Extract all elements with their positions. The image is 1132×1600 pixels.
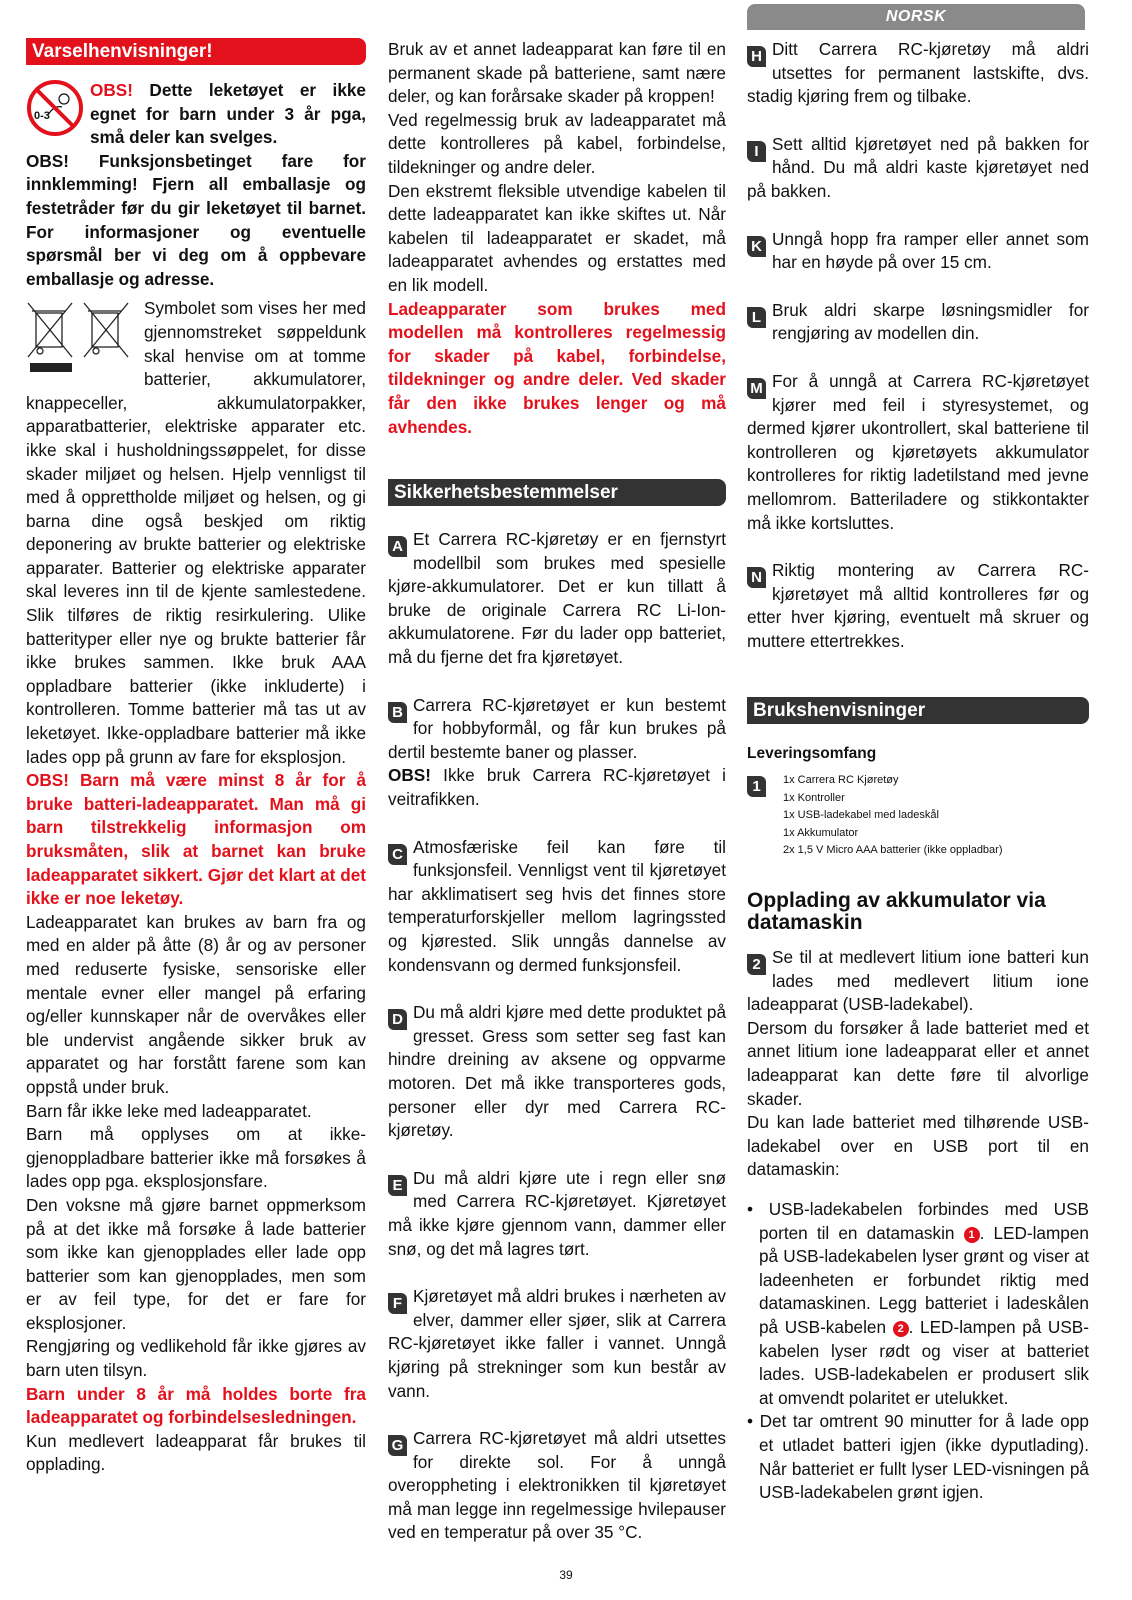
safety-item-c <box>388 836 726 978</box>
item-text: Carrera RC-kjøretøyet er kun bestemt for hobbyformål, og får kun brukes på dertil bestemte baner og plasser. <box>388 694 726 762</box>
under-8-warning: Barn under 8 år må holdes borte fra ladeapparatet og forbindelsesledningen. <box>26 1383 366 1428</box>
adult-inform-text: Den voksne må gjøre barnet oppmerksom på at det ikke må forsøke å lade batterier som ikke kan gjenopplades eller lade opp batterier som kan gjenopplades, men som er av feil type, for det er fare for eksplosjoner. <box>26 1194 366 1333</box>
safety-item-m <box>747 370 1089 535</box>
list-item: 1x Carrera RC Kjøretøy <box>783 774 899 787</box>
crossed-bin-icons <box>26 301 138 381</box>
list-item: 1x Akkumulator <box>783 826 859 839</box>
item-text: Atmosfæriske feil kan føre til funksjonsfeil. Vennligst vent til kjøretøyet har akklimatisert seg hvis det finnes store temperaturforskjeller mellom lagringssted og kjørested. Slik unngås dannelse av kondensvann og dermed funksjonsfeil. <box>388 836 726 975</box>
item-letter: C <box>388 844 407 865</box>
section-title-safety: Sikkerhetsbestemmelser <box>388 479 726 506</box>
section-title-warnings: Varselhenvisninger! <box>26 38 366 65</box>
age-warn-obs: OBS! <box>90 80 133 100</box>
item-text: Sett alltid kjøretøyet ned på bakken for hånd. Du må aldri kaste kjøretøyet ned på bakken. <box>747 133 1089 201</box>
ref-2-icon: 2 <box>893 1321 909 1337</box>
charger-use-text: Ladeapparatet kan brukes av barn fra og med en alder på åtte (8) år og av personer med reduserte fysiske, sensoriske eller mentale evner eller mangel på erfaring og/eller kunnskaper når de overvåkes eller ble undervist angående sikker bruk av apparatet og har forstått farene som kan oppstå under bruk. <box>26 911 366 1097</box>
item-letter: F <box>388 1293 407 1314</box>
column-3 <box>747 38 1089 1505</box>
item-letter: H <box>747 46 766 67</box>
charge-number: 2 <box>747 954 766 975</box>
delivery-block <box>747 772 1089 860</box>
charger-check-warning: Ladeapparater som brukes med modellen må kontrolleres regelmessig for skader på kabel, forbindelse, tildekninger og andre deler. Ved skader får den ikke brukes lenger og må avhendes. <box>388 298 726 437</box>
item-letter: D <box>388 1009 407 1030</box>
item-letter: K <box>747 236 766 257</box>
item-text: Du må aldri kjøre med dette produktet på gresset. Gress som setter seg fast kan hindre dreining av aksene og oppvarme motoren. Det må ikke transporteres gods, personer eller dyr med Carrera RC- kjøretøy. <box>388 1002 726 1141</box>
safety-item-e <box>388 1167 726 1261</box>
column-1 <box>26 38 366 1477</box>
supplied-charger-text: Kun medlevert ladeapparat får brukes til opplading. <box>26 1430 366 1475</box>
item-letter: I <box>747 141 766 162</box>
item-letter: A <box>388 536 407 557</box>
charge-heading: Opplading av akkumulator via datamaskin <box>747 889 1046 935</box>
delivery-heading: Leveringsomfang <box>747 745 877 763</box>
item-text: For å unngå at Carrera RC-kjøretøyet kjører med feil i styresystemet, og dermed kjører ukontrollert, skal batteriene til kontrolleren og kjøretøyets akkumulator kontrolleres for riktig ladetilstand med jevne mellomrom. Batteriladere og stikkontakter må ikke kortsluttes. <box>747 370 1089 533</box>
charge-block <box>747 946 1089 1017</box>
item-text: Riktig montering av Carrera RC-kjøretøyet må alltid kontrolleres før og etter hver kjøring, eventuelt må skruer og muttere ettertrekkes. <box>747 560 1089 651</box>
list-item: 1x USB-ladekabel med ladeskål <box>783 809 939 822</box>
disposal-text: Symbolet som vises her med gjennomstreket søppeldunk skal henvise om at tomme batterier, akkumulatorer, knappeceller, akkumulatorpakker, apparatbatterier, elektriske apparater etc. ikke skal i husholdningssøppelet, for disse skader miljøet og helsen. Hjelp vennligst til med å opprettholde miljøet og helsen, og gi barna dine også beskjed om riktig deponering av brukte batterier og elektriske apparater. Batterier og elektriske apparater skal leveres inn til de kjente samlestedene. Slik tilføres de riktig resirkulering. Ulike batterityper eller nye og brukte batterier får ikke brukes sammen. Ikke bruk AAA oppladbare batterier (ikke inkluderte) i kontrolleren. Tomme batterier må tas ut av leketøyet. Ikke-oppladbare batterier må ikke lades opp på grunn av fare for eksplosjon. <box>26 298 366 767</box>
children-no-play-text: Barn får ikke leke med ladeapparatet. <box>26 1100 312 1121</box>
list-item: 2x 1,5 V Micro AAA batterier (ikke oppladbar) <box>783 844 1003 857</box>
ref-1-icon: 1 <box>964 1227 980 1243</box>
item-letter: L <box>747 307 766 328</box>
item-letter: E <box>388 1175 407 1196</box>
safety-item-a <box>388 528 726 670</box>
item-letter: M <box>747 378 766 399</box>
other-charger-text: Bruk av et annet ladeapparat kan føre til en permanent skade på batteriene, samt nære deler, og kan forårsake skader på kroppen! <box>388 39 726 107</box>
charge-text-1: Se til at medlevert litium ione batteri kun lades med medlevert litium ione ladeapparat (USB-ladekabel). <box>747 947 1089 1015</box>
section-title-usage: Brukshenvisninger <box>747 697 1089 724</box>
cable-text: Den ekstremt fleksible utvendige kabelen til dette ladeapparatet kan ikke skiftes ut. Når kabelen til ladeapparatet er skadet, må ladeapparatet avhendes og erstattes med en lik modell. <box>388 180 726 295</box>
charger-age-warning: OBS! Barn må være minst 8 år for å bruke batteri-ladeapparatet. Man må gi barn tilstrekkelig informasjon om bruksmåten, slik at barnet kan bruke ladeapparatet sikkert. Gjør det klart at det ikke er noe leketøy. <box>26 770 366 909</box>
item-text: Carrera RC-kjøretøyet må aldri utsettes for direkte sol. For å unngå overoppheting i elektronikken til kjøretøyet må man legge inn regelmessige hvilepauser ved en temperatur på over 35 °C. <box>388 1428 726 1543</box>
item-letter: G <box>388 1435 407 1456</box>
pinch-warning: OBS! Funksjonsbetinget fare for innklemming! Fjern all emballasje og festetråder før du gir leketøyet til barnet. For informasjoner og eventuelle spørsmål ber vi deg om å oppbevare emballasje og adresse. <box>26 150 366 289</box>
item-text: Et Carrera RC-kjøretøy er en fjernstyrt modellbil som brukes med spesielle kjøre-akkumulatorer. Det er kun tillatt å bruke de originale Carrera RC Li-Ion-akkumulatorene. Før du lader opp batteriet, må du fjerne det fra kjøretøyet. <box>388 529 726 668</box>
item-text: Du må aldri kjøre ute i regn eller snø med Carrera RC-kjøretøyet. Kjøretøyet må ikke kjøre gjennom vann, dammer eller snø, og det må lagres tørt. <box>388 1167 726 1259</box>
list-item: 1x Kontroller <box>783 791 845 804</box>
age-warn-text: Dette leketøyet er ikke egnet for barn under 3 år pga, små deler kan svelges. <box>90 80 366 148</box>
item-extra-bold: OBS! <box>388 765 431 786</box>
column-2 <box>388 38 726 1545</box>
delivery-number: 1 <box>747 776 766 797</box>
bullet-item-usb: • USB-ladekabelen forbindes med USB porten til en datamaskin 1 . LED-lampen på USB-ladekabelen lyser grønt og viser at ladeenheten er forbundet riktig med datamaskinen. Legg batteriet i ladeskålen på USB-kabelen 2 . LED-lampen på USB-kabelen lyser rødt og viser at batteriet lades. USB-ladekabelen er produsert slik at omvendt polaritet er utelukket. <box>747 1198 1089 1408</box>
safety-item-f <box>388 1285 726 1403</box>
safety-item-n <box>747 559 1089 653</box>
safety-item-h <box>747 38 1089 109</box>
charge-text-2: Dersom du forsøker å lade batteriet med et annet litium ione ladeapparat eller et annet ladeapparat kan dette føre til alvorlige skader. <box>747 1017 1089 1109</box>
safety-item-i <box>747 133 1089 204</box>
page-number: 39 <box>559 1568 573 1582</box>
item-text: Ditt Carrera RC-kjøretøy må aldri utsettes for permanent lastskifte, dvs. stadig kjøring frem og tilbake. <box>747 39 1089 107</box>
bullet-item-time: • Det tar omtrent 90 minutter for å lade opp et utladet batteri igjen (ikke dyputlading). Når batteriet er fullt lyser LED-visningen på USB-ladekabelen grønt igjen. <box>747 1411 1089 1503</box>
delivery-list <box>783 772 1089 860</box>
regular-check-text: Ved regelmessig bruk av ladeapparatet må dette kontrolleres på kabel, forbindelse, tildekninger og andre deler. <box>388 109 726 177</box>
safety-item-b <box>388 694 726 812</box>
cleaning-text: Rengjøring og vedlikehold får ikke gjøres av barn uten tilsyn. <box>26 1336 366 1381</box>
charge-text-3: Du kan lade batteriet med tilhørende USB-ladekabel over en USB port til en datamaskin: <box>747 1112 1089 1180</box>
age-restriction-icon <box>26 79 84 137</box>
safety-item-d <box>388 1001 726 1143</box>
item-text: Kjøretøyet må aldri brukes i nærheten av elver, dammer eller sjøer, slik at Carrera RC-kjøretøyet ikke faller i vannet. Unngå kjøring på strekninger som kun består av vann. <box>388 1286 726 1401</box>
non-rechargeable-text: Barn må opplyses om at ikke-gjenoppladbare batterier ikke må forsøkes å lades opp pga. eksplosjonsfare. <box>26 1124 366 1192</box>
safety-item-l <box>747 299 1089 346</box>
item-text: Bruk aldri skarpe løsningsmidler for rengjøring av modellen din. <box>772 299 1089 344</box>
item-extra: Ikke bruk Carrera RC-kjøretøyet i veitrafikken. <box>388 765 726 810</box>
item-letter: B <box>388 702 407 723</box>
language-tab: NORSK <box>747 4 1085 30</box>
safety-item-g <box>388 1427 726 1545</box>
item-text: Unngå hopp fra ramper eller annet som har en høyde på over 15 cm. <box>772 228 1089 273</box>
item-letter: N <box>747 567 766 588</box>
age-label: 0-3 <box>34 110 50 122</box>
safety-item-k <box>747 228 1089 275</box>
age-warning <box>26 75 366 150</box>
